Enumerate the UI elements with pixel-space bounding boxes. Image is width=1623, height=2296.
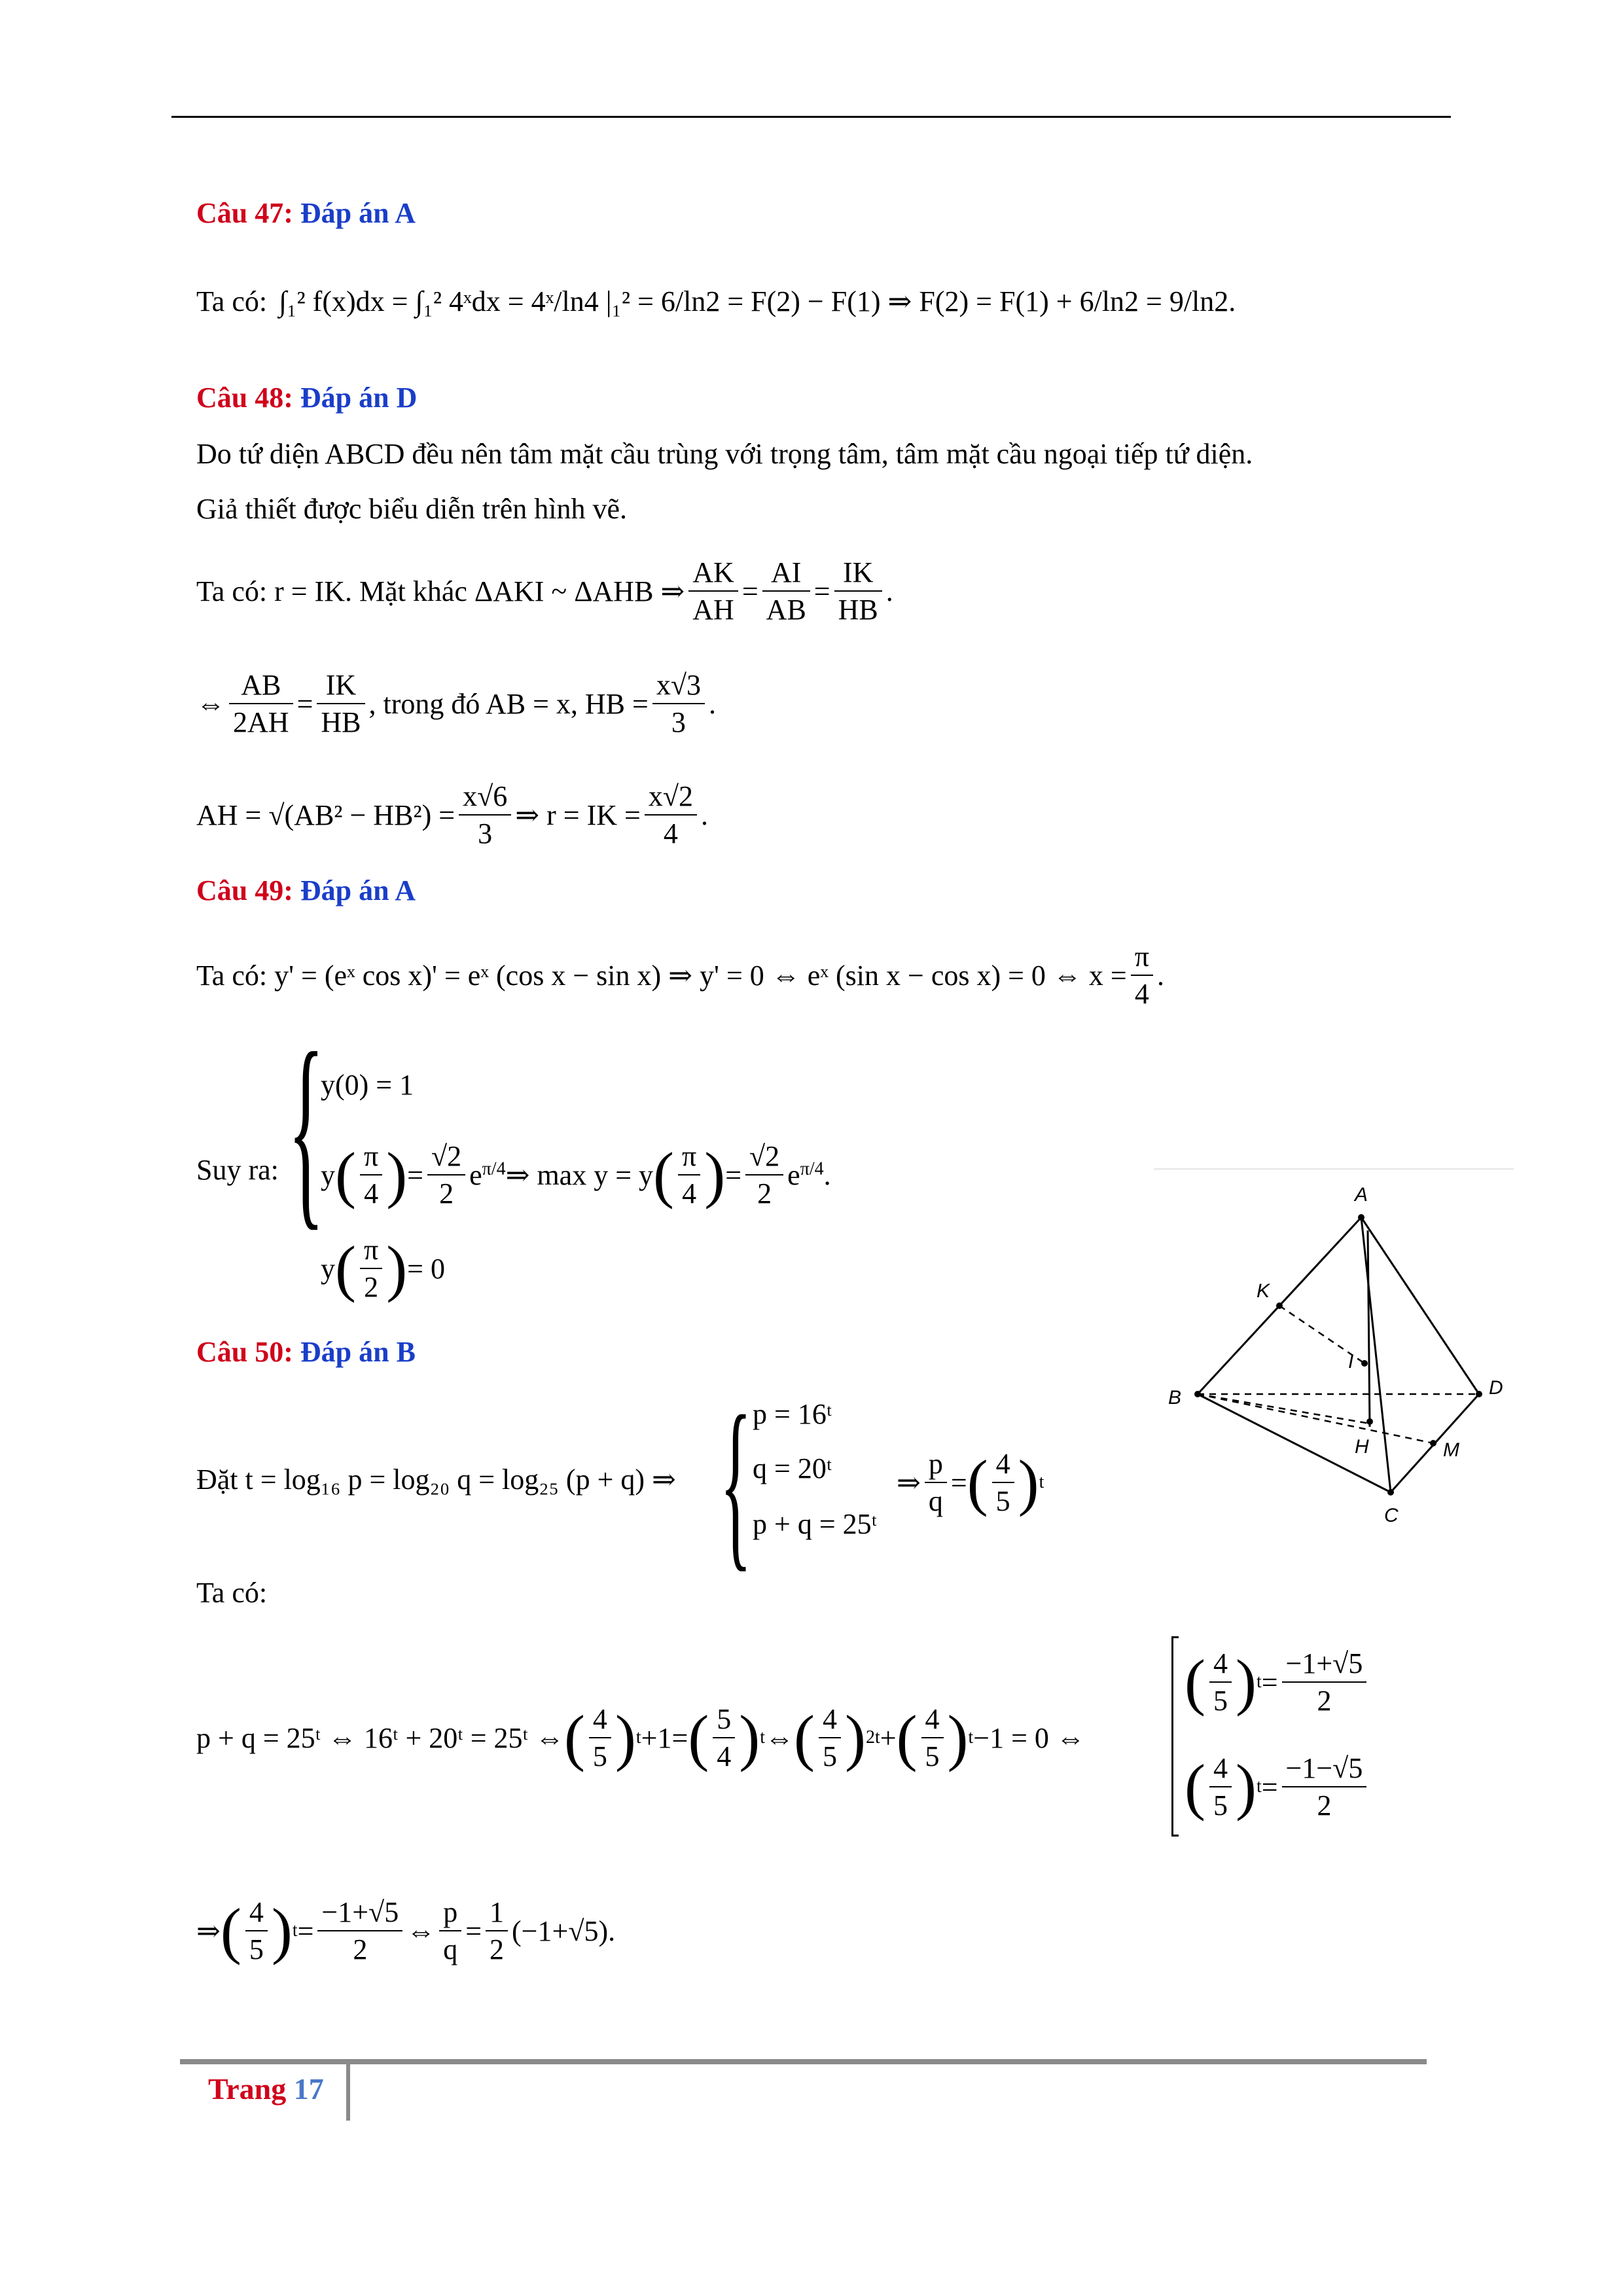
page-value: 17: [293, 2072, 324, 2106]
figure-top-line: [1154, 1168, 1514, 1170]
frac-ak-ah: $\frac{AK}{AH}$: [688, 554, 738, 628]
frac-ik-hb-2: $\frac{IK}{HB}$: [317, 667, 365, 740]
q47-label: Câu 47:: [196, 197, 293, 229]
label-d: D: [1489, 1377, 1503, 1399]
q48-line5-text: AH = √(AB² − HB²) =: [196, 798, 455, 831]
frac-pi4-a: $\frac{\pi}{4}$: [360, 1138, 382, 1211]
footer-divider: [346, 2064, 350, 2121]
q50-ratio: ⇒ $\frac{p}{q}$ = ( $\frac{4}{5}$ ) t: [897, 1440, 1044, 1525]
q50-dat-line: [196, 1453, 676, 1505]
tetrahedron-figure: [1158, 1178, 1525, 1545]
q49-heading: [196, 874, 416, 907]
frac-p-over-q-2: $\frac{p}{q}$: [439, 1894, 461, 1967]
frac-p-over-q: $\frac{p}{q}$: [925, 1446, 947, 1519]
q48-line2: Giả thiết được biểu diễn trên hình vẽ.: [196, 493, 628, 525]
label-i: I: [1348, 1351, 1354, 1372]
label-m: M: [1443, 1439, 1459, 1461]
page-label: Trang: [208, 2072, 287, 2106]
q49-line1: Ta có: y' = (eˣ cos x)' = eˣ (cos x − sin x) ⇒ y' = 0 ⇔ eˣ (sin x − cos x) = 0 ⇔ x = $\frac{\pi}{4}$ .: [196, 933, 1164, 1018]
q49-sys2: y ( $\frac{\pi}{4}$ ) = $\frac{√2}{2}$ $e^{\pi/4}$ ⇒ max y = y ( $\frac{\pi}{4}$ ) = $\frac{√2}{2}$ $e^{\pi/4}$.: [321, 1136, 831, 1214]
frac-sqrt2-over-2-b: $\frac{√2}{2}$: [745, 1138, 783, 1211]
label-h: H: [1355, 1436, 1369, 1458]
frac-4-5-c: $\frac{4}{5}$: [819, 1701, 841, 1774]
frac-case2-value: $\frac{-1-√5}{2}$: [1282, 1750, 1367, 1823]
frac-sqrt2-over-2-a: $\frac{√2}{2}$: [427, 1138, 465, 1211]
frac-4-5-g: $\frac{4}{5}$: [245, 1894, 268, 1967]
q50-sys3: p + q = 25ᵗ: [753, 1508, 878, 1540]
frac-ai-ab: $\frac{AI}{AB}$: [762, 554, 810, 628]
frac-pi2: $\frac{\pi}{2}$: [360, 1232, 382, 1305]
frac-4-5-a: $\frac{4}{5}$: [992, 1446, 1014, 1519]
q47-heading: [196, 196, 416, 230]
frac-x-sqrt6-over-3: $\frac{x√6}{3}$: [459, 778, 511, 852]
q47-formula-line: [196, 262, 1236, 340]
frac-final-value: $\frac{-1+√5}{2}$: [317, 1894, 402, 1967]
q49-label: Câu 49:: [196, 874, 293, 906]
frac-4-5-b: $\frac{4}{5}$: [589, 1701, 611, 1774]
frac-4-5-e: $\frac{4}{5}$: [1209, 1645, 1232, 1719]
q50-system-brace: {: [720, 1377, 752, 1587]
frac-ab-2ah: $\frac{AB}{2AH}$: [229, 667, 293, 740]
frac-4-5-d: $\frac{4}{5}$: [921, 1701, 944, 1774]
frac-case1-value: $\frac{-1+√5}{2}$: [1282, 1645, 1367, 1719]
label-k: K: [1257, 1280, 1270, 1302]
q48-line1: Do tứ diện ABCD đều nên tâm mặt cầu trùng với trọng tâm, tâm mặt cầu ngoại tiếp tứ diện.: [196, 438, 1253, 470]
q49-sys3-value: = 0: [407, 1252, 445, 1285]
q49-answer: Đáp án A: [300, 874, 416, 906]
edge-ad: [1361, 1217, 1479, 1394]
frac-pi-over-4: $\frac{\pi}{4}$: [1131, 939, 1153, 1012]
q50-final-line: ⇒ ( $\frac{4}{5}$ ) t = $\frac{-1+√5}{2}$ ⇔ $\frac{p}{q}$ = $\frac{1}{2}$ (−1+√5) .: [196, 1888, 615, 1973]
page-number: [208, 2072, 324, 2106]
frac-1-2: $\frac{1}{2}$: [486, 1894, 508, 1967]
q50-sys1: p = 16ᵗ: [753, 1398, 832, 1430]
q49-system-brace: {: [288, 1009, 325, 1248]
label-c: C: [1384, 1505, 1399, 1526]
q50-heading: [196, 1335, 416, 1369]
q47-answer: Đáp án A: [300, 197, 416, 229]
q50-bracket: [1171, 1636, 1179, 1837]
q50-ta-co: Ta có:: [196, 1577, 268, 1609]
frac-ik-hb: $\frac{IK}{HB}$: [834, 554, 882, 628]
q48-answer: Đáp án D: [300, 382, 418, 414]
label-a: A: [1355, 1184, 1368, 1206]
q50-eq-text: p + q = 25ᵗ ⇔ 16ᵗ + 20ᵗ = 25ᵗ ⇔: [196, 1721, 564, 1754]
frac-4-5-f: $\frac{4}{5}$: [1209, 1750, 1232, 1823]
q50-case1: ( $\frac{4}{5}$ ) t = $\frac{-1+√5}{2}$: [1185, 1640, 1370, 1725]
q48-line3-text: Ta có: r = IK. Mặt khác ΔAKI ~ ΔAHB ⇒: [196, 575, 685, 607]
segment-ah: [1368, 1230, 1370, 1427]
q48-label: Câu 48:: [196, 382, 293, 414]
q49-suy-ra: Suy ra:: [196, 1154, 279, 1186]
q47-intro: Ta có:: [196, 285, 268, 317]
q48-line5-mid: ⇒ r = IK =: [515, 798, 641, 831]
frac-x-sqrt2-over-4: $\frac{x√2}{4}$: [645, 778, 697, 852]
label-b: B: [1168, 1387, 1182, 1408]
footer-rule: [180, 2059, 1427, 2064]
q48-heading: [196, 381, 417, 414]
q48-line3: Ta có: r = IK. Mặt khác ΔAKI ~ ΔAHB ⇒ $\frac{AK}{AH}$ = $\frac{AI}{AB}$ = $\frac{IK}{HB}$ .: [196, 548, 893, 634]
segment-bm: [1198, 1394, 1433, 1443]
q49-max-text: ⇒ max y = y: [505, 1158, 654, 1191]
q49-sys1: y(0) = 1: [321, 1069, 414, 1101]
q50-case2: ( $\frac{4}{5}$ ) t = $\frac{-1-√5}{2}$: [1185, 1744, 1370, 1829]
q50-dat-text: Đặt t = log₁₆ p = log₂₀ q = log₂₅ (p + q) ⇒: [196, 1463, 676, 1496]
header-rule: [171, 116, 1451, 118]
q49-line1-text: Ta có: y' = (eˣ cos x)' = eˣ (cos x − sin x) ⇒ y' = 0 ⇔ eˣ (sin x − cos x) = 0 ⇔ x =: [196, 959, 1127, 992]
q49-sys3: y ( $\frac{\pi}{2}$ ) = 0: [321, 1229, 445, 1308]
q48-line4: ⇔ $\frac{AB}{2AH}$ = $\frac{IK}{HB}$ , trong đó AB = x, HB = $\frac{x√3}{3}$ .: [196, 661, 716, 746]
q50-sys2: q = 20ᵗ: [753, 1452, 832, 1484]
q50-final-post: .: [608, 1914, 616, 1947]
frac-5-4: $\frac{5}{4}$: [713, 1701, 735, 1774]
q48-line5: AH = √(AB² − HB²) = $\frac{x√6}{3}$ ⇒ r = IK = $\frac{x√2}{4}$ .: [196, 772, 708, 857]
q50-eq-line: p + q = 25ᵗ ⇔ 16ᵗ + 20ᵗ = 25ᵗ ⇔ ( $\frac{4}{5}$ ) t +1= ( $\frac{5}{4}$ ) t ⇔ ( $\frac{4}{5}$ ) 2t + ( $\frac{4}{5}$ ) t −1 = 0 ⇔: [196, 1672, 1085, 1803]
q50-answer: Đáp án B: [300, 1336, 416, 1368]
frac-pi4-b: $\frac{\pi}{4}$: [678, 1138, 700, 1211]
segment-bh: [1198, 1394, 1370, 1424]
frac-x-sqrt3-over-3: $\frac{x√3}{3}$: [652, 667, 705, 740]
q47-formula: ∫₁² f(x)dx = ∫₁² 4ˣdx = 4ˣ/ln4 |₁² = 6/ln2 = F(2) − F(1) ⇒ F(2) = F(1) + 6/ln2 = 9/ln2.: [279, 285, 1236, 317]
q50-label: Câu 50:: [196, 1336, 293, 1368]
q48-line4-text: , trong đó AB = x, HB =: [368, 687, 649, 720]
